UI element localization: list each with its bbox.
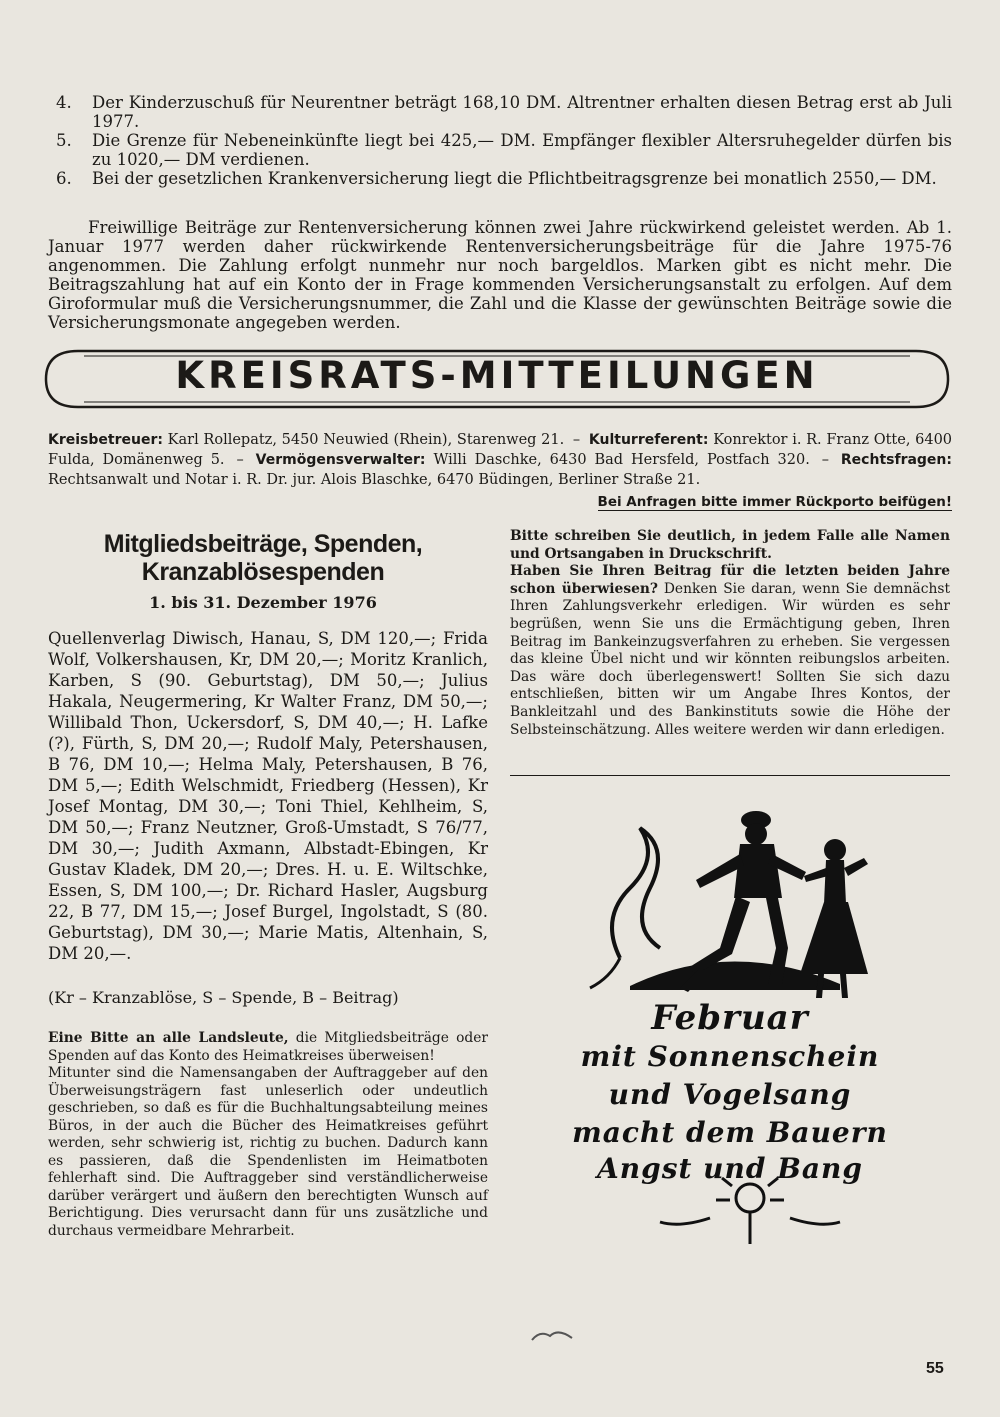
separator: – (236, 452, 244, 468)
kreisbetreuer-label: Kreisbetreuer: (48, 432, 163, 448)
list-text: Bei der gesetzlichen Krankenversicherung liegt die Pflichtbeitragsgrenze bei monatlich 2550,— DM. (92, 169, 937, 188)
vermoegensverwalter-value: Willi Daschke, 6430 Bad Hersfeld, Postfach 320. (433, 452, 810, 468)
ink-smudge (530, 1326, 574, 1342)
list-number: 5. (56, 131, 72, 150)
request-lead-text: die Mitgliedsbeiträge oder Spenden auf das Konto des Heimatkreises überweisen! (48, 1030, 488, 1064)
kulturreferent-value: Konrektor i. R. Franz Otte, 6400 Fulda, Domänenweg 5. (48, 432, 953, 468)
rechtsfragen-label: Rechtsfragen: (840, 452, 952, 468)
contacts-block (48, 430, 952, 490)
banner-title: KREISRATS-MITTEILUNGEN (175, 354, 819, 397)
donations-list: Quellenverlag Diwisch, Hanau, S, DM 120,—; Frida Wolf, Volkershausen, Kr, DM 20,—; Moritz Kranlich, Karben, S (90. Geburtstag), DM 50,—; Julius Hakala, Neugermering, Kr Walter Franz, DM 50,—; Willibald Thon, Uckersdorf, S, DM 40,—; H. Lafke (?), Fürth, S, DM 20,—; Rudolf Maly, Petershausen, B 76, DM 10,—; Helma Maly, Petershausen, B 76, DM 5,—; Edith Welschmidt, Friedberg (Hessen), Kr Josef Montag, DM 30,—; Toni Thiel, Kehlheim, S, DM 50,—; Franz Neutzner, Groß-Umstadt, S 76/77, DM 30,—; Judith Axmann, Albstadt-Ebingen, Kr Gustav Kladek, DM 20,—; Dres. H. u. E. Wiltschke, Essen, S, DM 100,—; Dr. Richard Hasler, Augsburg 22, B 77, DM 15,—; Josef Burgel, Ingolstadt, S (80. Geburtstag), DM 30,—; Marie Matis, Altenhain, S, DM 20,—. (48, 629, 488, 963)
separator: – (821, 452, 829, 468)
divider (510, 775, 950, 776)
list-text: Die Grenze für Nebeneinkünfte liegt bei 425,— DM. Empfänger flexibler Altersruhegelder dürfen bis zu 1020,— DM verdienen. (92, 131, 952, 169)
artwork-text-line: mit Sonnenschein (580, 1040, 880, 1073)
right-column-notice (510, 528, 950, 739)
kulturreferent-label: Kulturreferent: (588, 432, 709, 448)
request-paragraph: Mitunter sind die Namensangaben der Auftraggeber auf den Überweisungsträgern fast unleserlich oder undeutlich geschrieben, so daß es für die Buchhaltungsabteilung meines Büros, in der auch die Bücher des Heimatkreises geführt werden, sehr schwierig ist, richtig zu buchen. Dadurch kann es passieren, daß die Spendenlisten im Heimatboten fehlerhaft sind. Die Auftraggeber sind verständlicherweise darüber verärgert und äußern den berechtigten Wunsch auf Berichtigung. Dies verursacht dann für uns zusätzliche und durchaus vermeidbare Mehrarbeit. (48, 1065, 488, 1239)
numbered-list (52, 93, 952, 188)
artwork-text-line: Angst und Bang (597, 1152, 863, 1185)
contribution-text: Denken Sie daran, wenn Sie demnächst Ihren Zahlungsverkehr erledigen. Wir würden es sehr begrüßen, wenn Sie uns die Ermächtigung geben, Ihren Beitrag im Bankeinzugsverfahren zu erheben. Sie vergessen das kleine Übel nicht und wir könnten reibungslos arbeiten. Das wäre doch überlegenswert! Sollten Sie sich dazu entschließen, bitten wir um Angabe Ihres Kontos, der Bankleitzahl und des Bankinstituts sowie die Höhe der Selbsteinschätzung. Alles weitere werden wir dann erledigen. (510, 580, 950, 738)
request-lead-bold: Eine Bitte an alle Landsleute, (48, 1030, 289, 1046)
rechtsfragen-value: Rechtsanwalt und Notar i. R. Dr. jur. Alois Blaschke, 6470 Büdingen, Berliner Straße 21. (48, 472, 701, 488)
list-text: Der Kinderzuschuß für Neurentner beträgt 168,10 DM. Altrentner erhalten diesen Betrag erst ab Juli 1977. (92, 93, 952, 131)
request-lead (48, 1030, 488, 1065)
artwork-text-line: Februar (651, 998, 809, 1038)
heading-line: Mitgliedsbeiträge, Spenden, (103, 530, 423, 558)
print-clearly-notice: Bitte schreiben Sie deutlich, in jedem Falle alle Namen und Ortsangaben in Druckschrift. (510, 528, 950, 562)
heading-line: Kranzablösespenden (141, 558, 385, 586)
list-number: 6. (56, 169, 72, 188)
silhouette-artwork (560, 798, 900, 1248)
artwork-text-line: macht dem Bauern (572, 1116, 888, 1149)
list-number: 4. (56, 93, 72, 112)
request-note (48, 1030, 488, 1240)
list-item (52, 93, 952, 131)
date-range-subheading: 1. bis 31. Dezember 1976 (149, 593, 377, 612)
abbreviation-legend: (Kr – Kranzablöse, S – Spende, B – Beitrag) (48, 988, 399, 1007)
page-number: 55 (926, 1360, 944, 1377)
list-item (52, 131, 952, 169)
donations-heading (48, 530, 478, 586)
kreisbetreuer-value: Karl Rollepatz, 5450 Neuwied (Rhein), Starenweg 21. (167, 432, 565, 448)
vermoegensverwalter-label: Vermögensverwalter: (255, 452, 426, 468)
section-banner (44, 348, 950, 410)
artwork-text-line: und Vogelsang (608, 1078, 852, 1111)
list-item (52, 169, 952, 188)
contribution-question: Haben Sie Ihren Beitrag für die letzten beiden Jahre schon überwiesen? (510, 563, 950, 597)
rueckporto-notice: Bei Anfragen bitte immer Rückporto beifügen! (597, 494, 952, 510)
intro-paragraph: Freiwillige Beiträge zur Rentenversicherung können zwei Jahre rückwirkend geleistet werden. Ab 1. Januar 1977 werden daher rückwirkende Rentenversicherungsbeiträge für die Jahre 1975-76 angenommen. Die Zahlung erfolgt nunmehr nur noch bargeldlos. Marken gibt es nicht mehr. Die Beitragszahlung hat auf ein Konto der in Frage kommenden Versicherungsanstalt zu erfolgen. Auf dem Giroformular muß die Versicherungsnummer, die Zahl und die Klasse der gewünschten Beiträge sowie die Versicherungsmonate angegeben werden. (48, 218, 952, 332)
separator: – (572, 432, 581, 448)
